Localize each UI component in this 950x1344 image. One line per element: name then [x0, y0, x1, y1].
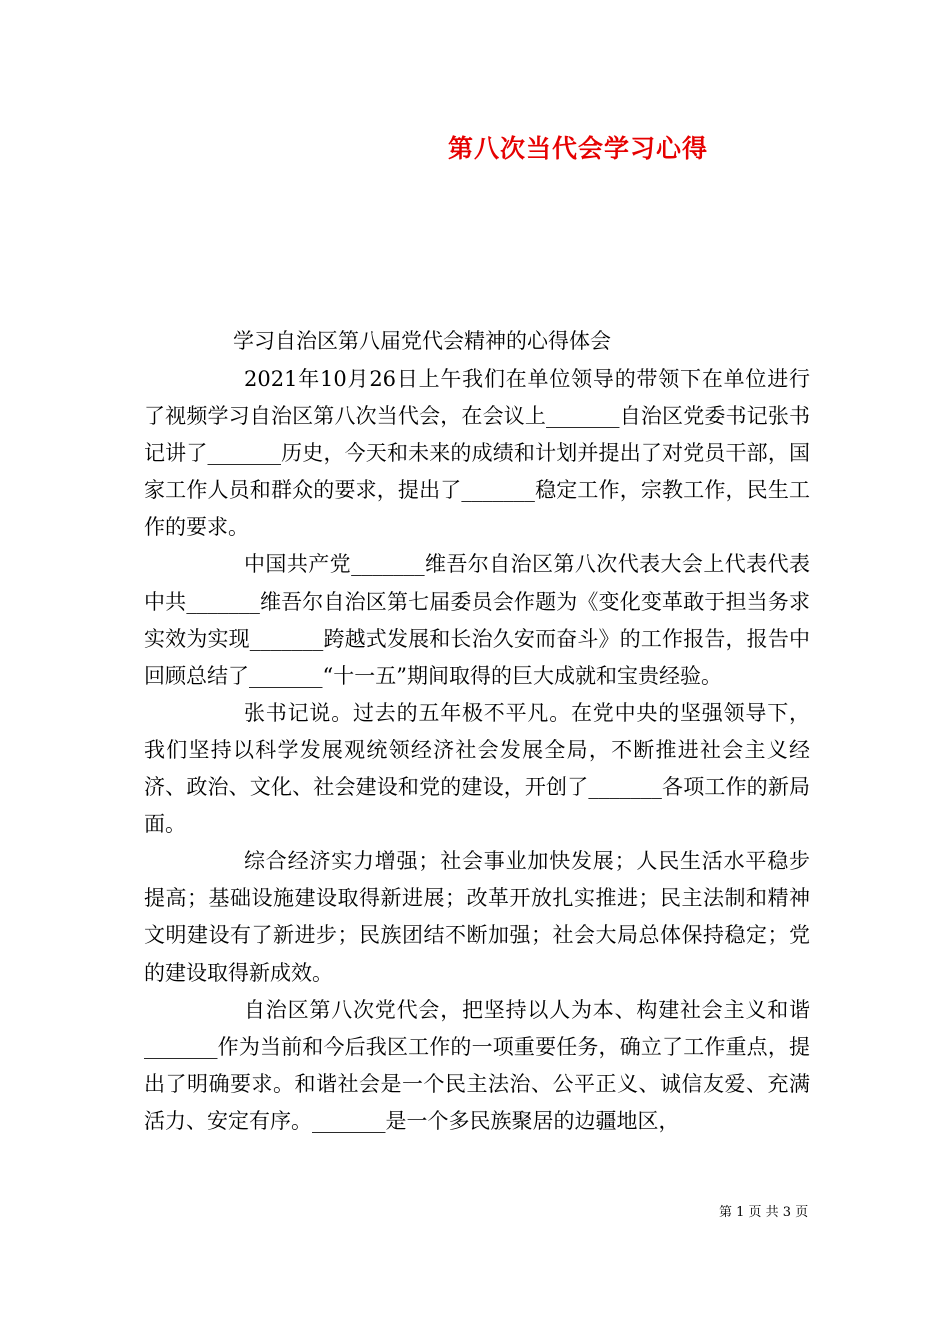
page-number-footer: 第 1 页 共 3 页 — [719, 1205, 809, 1220]
document-body — [144, 361, 810, 1140]
paragraph-achievements: 综合经济实力增强；社会事业加快发展；人民生活水平稳步提高；基础设施建设取得新进展；改革开放扎实推进；民主法制和精神文明建设有了新进步；民族团结不断加强；社会大局总体保持稳定；党的建设取得新成效。 — [144, 849, 810, 985]
paragraph-harmonious-society: 自治区第八次党代会，把坚持以人为本、构建社会主义和谐_______作为当前和今后我区工作的一项重要任务，确立了工作重点，提出了明确要求。和谐社会是一个民主法治、公平正义、诚信友爱、充满活力、安定有序。_______是一个多民族聚居的边疆地区， — [144, 997, 810, 1133]
paragraph-congress-report: 中国共产党_______维吾尔自治区第八次代表大会上代表代表中共_______维吾尔自治区第七届委员会作题为《变化变革敢于担当务求实效为实现_______跨越式发展和长治久安而奋斗》的工作报告，报告中回顾总结了_______“十一五”期间取得的巨大成就和宝贵经验。 — [144, 552, 810, 688]
document-title-text: 第八次当代会学习心得 — [447, 134, 708, 163]
paragraph-meeting-intro: 2021年10月26日上午我们在单位领导的带领下在单位进行了视频学习自治区第八次当代会，在会议上_______自治区党委书记张书记讲了_______历史，今天和未来的成绩和计划并提出了对党员干部，国家工作人员和群众的要求，提出了_______稳定工作，宗教工作，民生工作的要求。 — [144, 367, 810, 540]
document-title — [0, 131, 950, 167]
document-subtitle: 学习自治区第八届党代会精神的心得体会 — [233, 329, 611, 353]
paragraph-secretary-remarks: 张书记说。过去的五年极不平凡。在党中央的坚强领导下，我们坚持以科学发展观统领经济社会发展全局，不断推进社会主义经济、政治、文化、社会建设和党的建设，开创了_______各项工作的新局面。 — [144, 700, 810, 837]
